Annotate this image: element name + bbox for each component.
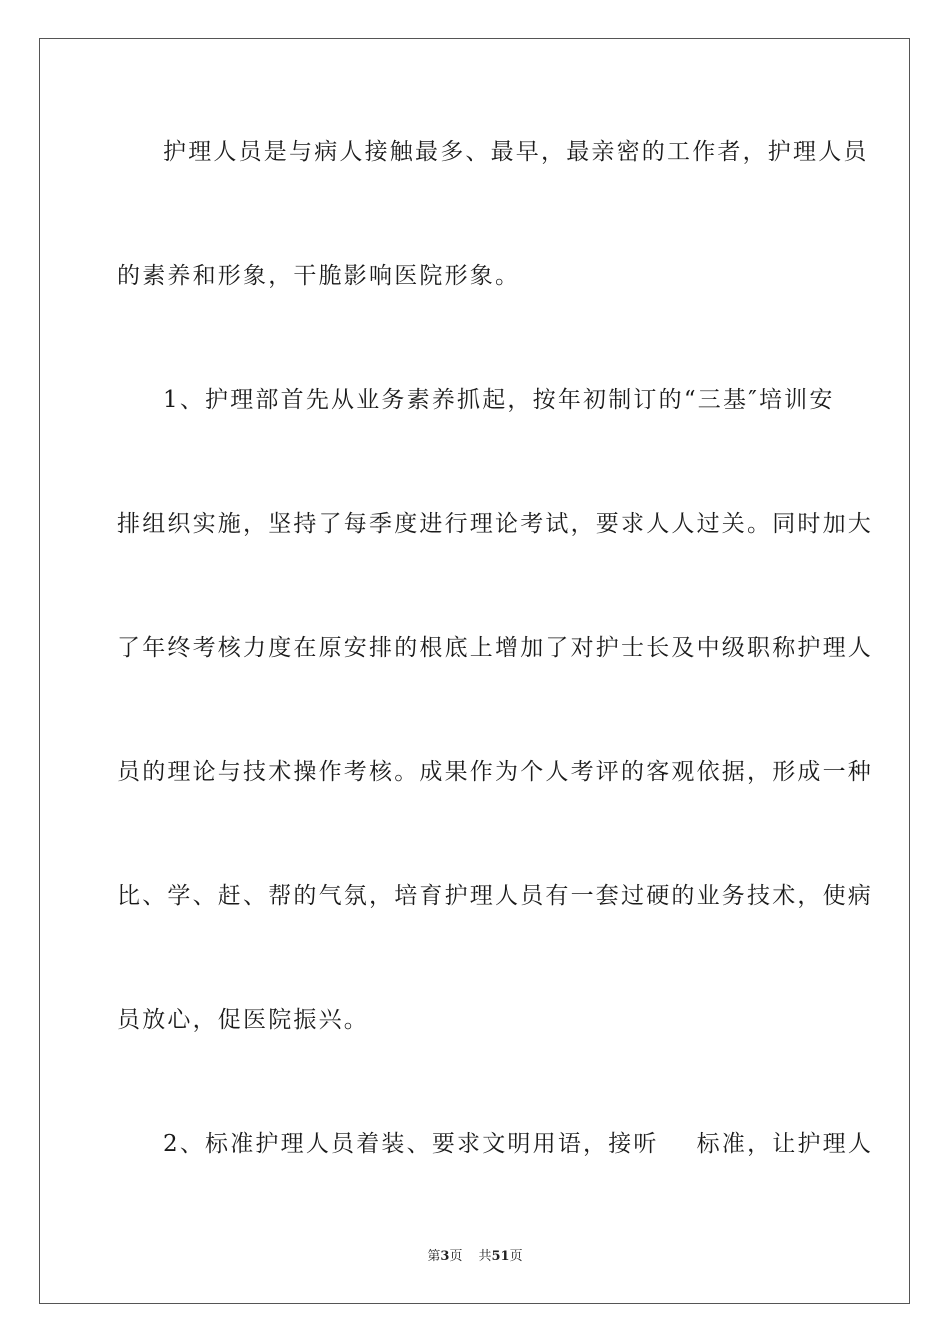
footer-page-number: 3: [440, 1249, 450, 1264]
footer-page-prefix: 第: [427, 1249, 441, 1264]
page-footer: [0, 1248, 950, 1266]
body-line-7: 比、学、赶、帮的气氛，培育护理人员有一套过硬的业务技术，使病: [117, 883, 873, 909]
body-line-3: 1、护理部首先从业务素养抓起，按年初制订的“三基″培训安: [163, 387, 835, 413]
footer-total-suffix: 页: [509, 1249, 523, 1264]
footer-total-prefix: 共: [478, 1249, 492, 1264]
body-line-4: 排组织实施，坚持了每季度进行理论考试，要求人人过关。同时加大: [117, 511, 873, 537]
body-line-6: 员的理论与技术操作考核。成果作为个人考评的客观依据，形成一种: [117, 759, 873, 785]
body-line-9: 2、标准护理人员着装、要求文明用语，接听 标准，让护理人: [163, 1131, 874, 1157]
page-border: [39, 38, 910, 1304]
body-line-1: 护理人员是与病人接触最多、最早，最亲密的工作者，护理人员: [163, 139, 869, 165]
body-line-8: 员放心，促医院振兴。: [117, 1007, 369, 1033]
footer-total-pages: 51: [491, 1249, 510, 1264]
footer-page-suffix: 页: [449, 1249, 463, 1264]
body-line-5: 了年终考核力度在原安排的根底上增加了对护士长及中级职称护理人: [117, 635, 873, 661]
body-line-2: 的素养和形象，干脆影响医院形象。: [117, 263, 521, 289]
